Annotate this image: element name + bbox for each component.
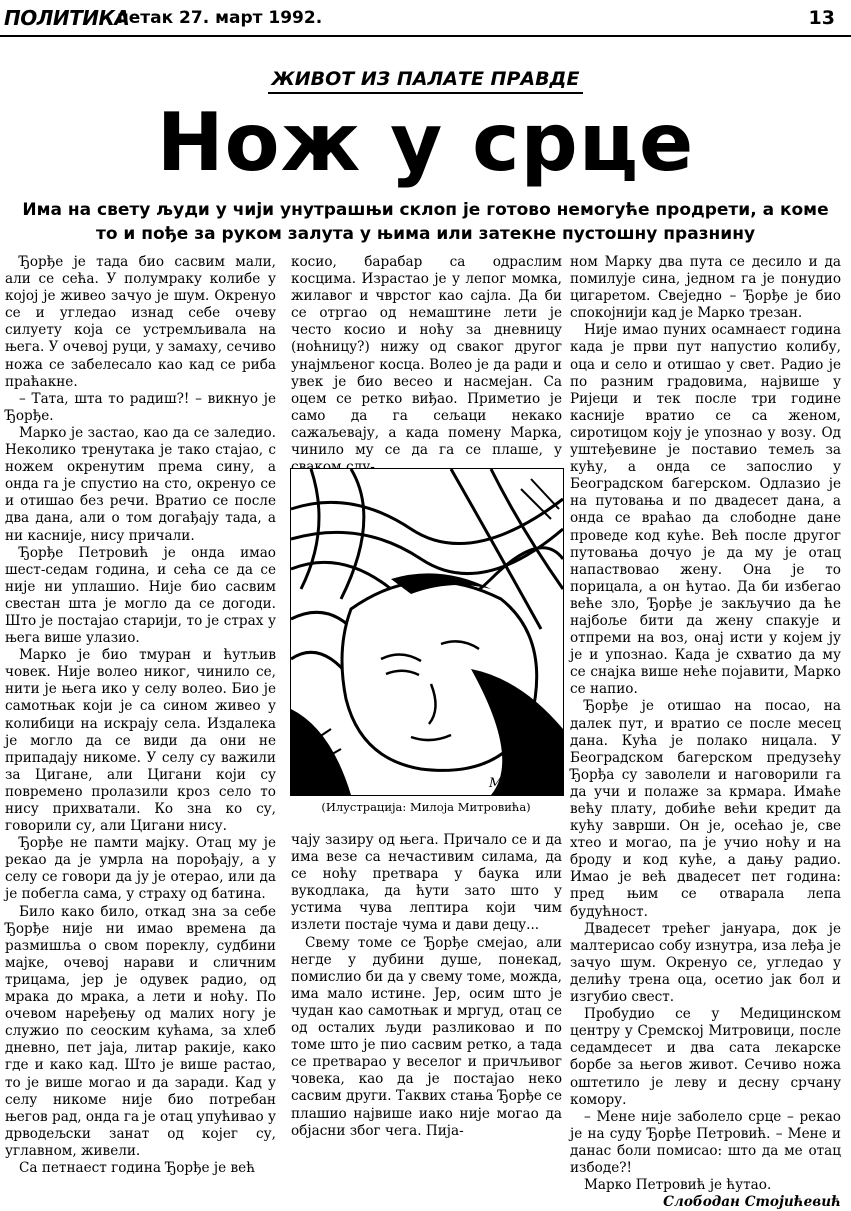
header-rule [0,35,851,37]
paragraph: ном Марку два пута се десило и да помилује сина, једном га је понудио цигаретом. Свеједно – Ђорђе је био спокојнији кад је Марко трезан. [570,254,841,322]
paragraph: – Тата, шта то радиш?! – викнуо је Ђорђе. [5,390,276,424]
paragraph: Било како било, откад зна за себе Ђорђе није ни имао времена да размишља о свом пореклу, судбини мајке, очевој нарави и сличним трицама, јер је одувек радио, од мрака до мрака, а лети и ноћу. По очевом наређењу од малих ногу је служио по сеоским кућама, за хлеб дневно, пет јаја, литар ракије, како где и како кад. Што је више растао, то је више могао и да заради. Кад у селу никоме није био потребан његов рад, онда га је отац упућивао у дрводељски занат од којег су, углавном, живели. [5,903,277,1159]
paragraph: Марко Петровић је ћутао. [584,1177,772,1194]
page-number: 13 [808,7,835,29]
paragraph: Марко је застао, као да се заледио. Неколико тренутака је тако стајао, с ножем окренутим према сину, а онда га је спустио на сто, окренуо се и отишао без речи. Вратио се после два дана, али о том догађају тада, а ни касније, нису причали. [5,424,276,544]
kicker-text: ЖИВОТ ИЗ ПАЛАТЕ ПРАВДЕ [268,68,584,94]
issue-date: петак 27. март 1992. [117,8,323,28]
article-column-2-bottom [291,832,562,1139]
byline: Слободан Стојићевић [663,1194,841,1211]
paragraph: Са петнаест година Ђорђе је већ [19,1159,255,1176]
paragraph: Пробудио се у Медицинском центру у Сремској Митровици, после седамдесет и два сата лекарске борбе за његов живот. Сечиво ножа оштетило је леву и десну срчану комору. [570,1006,841,1108]
paragraph: Двадесет трећег јануара, док је малтерисао собу изнутра, иза леђа је зачуо шум. Окренуо се, угледао у делићу трена оца, осетио јак бол и изгубио свест. [570,920,841,1006]
headline: Нож у срце [156,96,695,189]
paragraph: Марко је био тмуран и ћутљив човек. Није волео никог, чинило се, нити је њега ико у селу волео. Био је самотњак који је са сином живео у колибици на искрају села. Издалека је могло да се види да они не припадају никоме. У селу су важили за Цигане, али Цигани који су повремено пролазили кроз село то нису прихватали. Ко зна ко су, говорили су, али Цигани нису. [5,647,276,835]
paragraph: косио, барабар са одраслим косцима. Израстао је у лепог момка, жилавог и чврстог као сајла. Да би се отргао од немаштине лети је често косио и ноћу за дневницу (ноћницу?) нижу од сваког другог унајмљеног косца. Волео је да ради и увек је био весео и насмејан. Са оцем се ретко виђао. Приметио је само да га сељаци некако сажаљевају, а када помену Марка, чинило му се да га се плаше, у [291,254,562,459]
paragraph: чају зазиру од њега. Причало се и да има везе са нечастивим силама, да се ноћу претвара у баука или вукодлака, да ћути зато што у устима чува лептира који чим излети постаје чума и дави децу... [291,832,562,934]
newspaper-name: ПОЛИТИКА [4,6,130,30]
illustration [290,468,564,796]
section-kicker [0,68,851,94]
masthead [0,6,851,32]
article-column-1 [5,254,277,1176]
paragraph: Ђорђе је тада био сасвим мали, али се сећа. У полумраку колибе у којој је живео зачуо је шум. Окренуо се и угледао изнад себе очеву силуету која се устремљивала на њега. У очевој руци, у замаху, сечиво ножа се забелесало као кад се риба праћакне. [5,254,276,390]
paragraph: Није имао пуних осамнаест година када је први пут напустио колибу, оца и село и отишао у свет. Радио је по разним градовима, највише у Ријеци и тек после три године касније вратио се са женом, сиротицом коју је упознао у возу. Од уштеђевине је поставио темељ за кућу, а онда се запослио у Београдском багерском. Одлазио је на путовања и по двадесет дана, а онда се враћао да слободне дане проведе код куће. Већ после другог путовања дочуо је да му је отац напаствовао жену. Она је то порицала, а он ћутао. Да би избегао веће зло, Ђорђе је закључио да ће најбоље бити да жену спакује и отпреми на воз, онај исти у којем ју је и упознао. Када је схватио да му се снајка више неће појавити, Марко се напио. [570,322,841,698]
subheadline: Има на свету људи у чији унутрашњи склоп је готово немогуће продрети, а коме то и пође за руком залута у њима или затекне пустошну празнину [22,200,829,244]
illustration-caption: (Илустрација: Милоја Митровића) [321,800,531,814]
illustration-signature: Милоје 92 [489,776,560,791]
article-column-3 [570,254,841,1211]
paragraph: Ђорђе не памти мајку. Отац му је рекао да је умрла на порођају, а у селу се говори да ју је отерао, или да је побегла сама, у страху од батина. [5,835,276,903]
article-column-2-top [291,254,562,464]
illustration-drawing [291,469,563,795]
paragraph: Ђорђе је отишао на посао, на далек пут, и вратио се после месец дана. Кућа је полако ницала. У Београдском багерском предузећу Ђорђа су заволели и наговорили га да учи и полаже за крмара. Имаће већу плату, добиће већи кредит да кућу заврши. Он је, осећао је, све хтео и могао, па је учио ноћу и на броду и код куће, а дању радио. Имао је већ двадесет пет година: пред њим се отварала лепа будућност. [570,698,841,920]
paragraph: Свему томе се Ђорђе смејао, али негде у дубини душе, понекад, помислио би да у свему томе, можда, има мало истине. Јер, осим што је чудан као самотњак и мргуд, отац се од осталих људи разликовао и по томе што је пио сасвим ретко, а тада се претварао у веселог и причљивог човека, као да је постајао неко сасвим други. Таквих стања Ђорђе се плашио највише иако није могао да објасни због чега. Пија- [291,934,562,1139]
paragraph: – Мене није заболело срце – рекао је на суду Ђорђе Петровић. – Мене и данас боли помисао: што да ме отац избоде?! [570,1108,841,1176]
paragraph: Ђорђе Петровић је онда имао шест-седам година, и сећа се да се није ни уплашио. Није био сасвим свестан шта је могло да се догоди. Што је постајао старији, то је страх у њега више улазио. [5,544,276,647]
